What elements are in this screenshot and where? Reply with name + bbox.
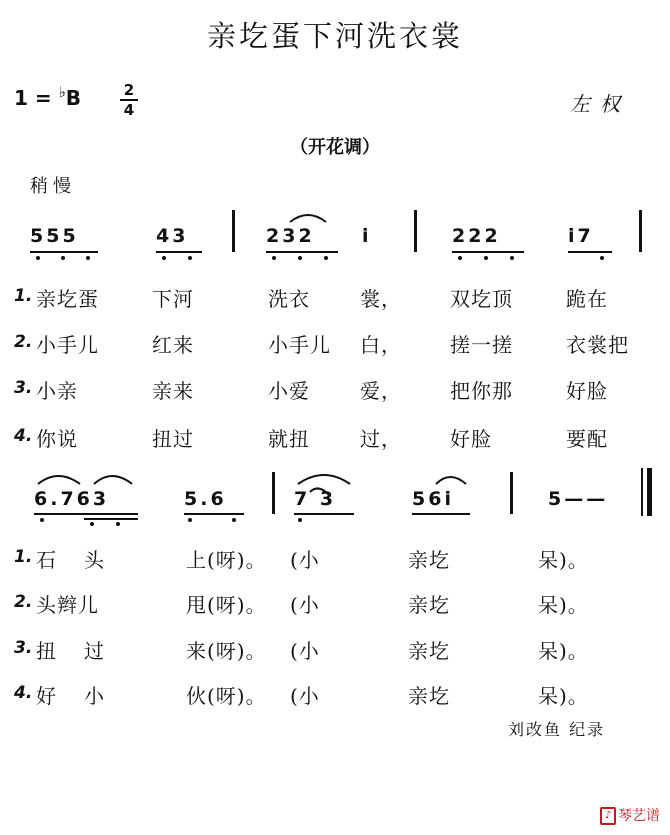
low-octave-dot	[90, 522, 94, 526]
low-octave-dot	[272, 256, 276, 260]
low-octave-dot	[116, 522, 120, 526]
low-octave-dot	[61, 256, 65, 260]
note-group: 56i	[412, 488, 454, 510]
key-prefix: 1 =	[14, 86, 52, 110]
slur	[298, 475, 350, 484]
lyric-word: 亲圪	[408, 548, 450, 572]
note-group: 43	[156, 225, 189, 247]
lyric-word: 亲圪	[408, 593, 450, 617]
verse-number: 3.	[14, 638, 33, 658]
lyric-word: 甩(呀)。	[186, 593, 267, 617]
low-octave-dot	[40, 518, 44, 522]
lyric-word: 你说	[36, 427, 78, 451]
lyric-word: 呆)。	[538, 593, 589, 617]
lyric-word: 好脸	[450, 427, 492, 451]
low-octave-dot	[36, 256, 40, 260]
lyric-word: 小手儿	[268, 333, 331, 357]
verse-number: 1.	[14, 547, 33, 567]
slur	[290, 215, 326, 222]
time-sig-top: 2	[123, 81, 135, 99]
lyric-word: 小手儿	[36, 333, 99, 357]
slur	[436, 477, 466, 484]
lyric-word: (小	[290, 684, 320, 708]
slur	[94, 476, 132, 484]
lyric-word: 过，	[360, 427, 402, 451]
lyric-word: 亲圪	[408, 639, 450, 663]
note-group: 555	[30, 225, 79, 247]
note-group: 232	[266, 225, 315, 247]
lyric-word: 小	[84, 684, 105, 708]
lyric-word: 爱，	[360, 379, 402, 403]
verse-number: 2.	[14, 332, 33, 352]
lyric-word: 呆)。	[538, 684, 589, 708]
tempo-marking: 稍慢	[30, 176, 76, 197]
tune-name: （开花调）	[290, 137, 380, 158]
lyric-word: (小	[290, 639, 320, 663]
low-octave-dot	[600, 256, 604, 260]
lyric-word: 扭过	[152, 427, 194, 451]
low-octave-dot	[484, 256, 488, 260]
lyric-word: 双圪顶	[450, 287, 513, 311]
lyric-word: 搓一搓	[450, 333, 513, 357]
lyric-word: 跪在	[566, 287, 608, 311]
lyric-word: 来(呀)。	[186, 639, 267, 663]
lyric-word: (小	[290, 593, 320, 617]
lyric-word: 头	[84, 548, 105, 572]
verse-number: 2.	[14, 592, 33, 612]
song-title: 亲圪蛋下河洗衣裳	[206, 19, 463, 53]
lyric-word: 过	[84, 639, 105, 663]
low-octave-dot	[298, 518, 302, 522]
note-group: 5.6	[184, 488, 227, 510]
lyric-word: (小	[290, 548, 320, 572]
note-group: 6.763	[34, 488, 110, 510]
lyric-word: 白，	[360, 333, 402, 357]
lyric-word: 呆)。	[538, 548, 589, 572]
note-group: i	[362, 225, 372, 247]
slur	[38, 476, 80, 484]
lyric-word: 衣裳把	[566, 333, 629, 357]
note-group: 7 3	[294, 488, 337, 510]
lyric-word: 头辫儿	[36, 593, 99, 617]
low-octave-dot	[458, 256, 462, 260]
flat-sign: ♭	[58, 83, 66, 101]
lyric-word: 小亲	[36, 379, 78, 403]
logo-icon: ♪	[600, 807, 616, 825]
lyric-word: 亲圪	[408, 684, 450, 708]
lyric-word: 下河	[152, 287, 194, 311]
lyric-word: 亲圪蛋	[36, 287, 99, 311]
low-octave-dot	[232, 518, 236, 522]
low-octave-dot	[324, 256, 328, 260]
lyric-word: 石	[36, 548, 57, 572]
lyric-word: 好	[36, 684, 57, 708]
low-octave-dot	[298, 256, 302, 260]
note-group: 5——	[548, 488, 609, 510]
low-octave-dot	[162, 256, 166, 260]
low-octave-dot	[510, 256, 514, 260]
note-group: i7	[568, 225, 594, 247]
lyric-word: 伙(呀)。	[186, 684, 267, 708]
low-octave-dot	[86, 256, 90, 260]
lyric-word: 亲来	[152, 379, 194, 403]
verse-number: 4.	[14, 683, 33, 703]
lyric-word: 呆)。	[538, 639, 589, 663]
watermark	[600, 805, 660, 825]
lyric-word: 把你那	[450, 379, 513, 403]
note-group: 222	[452, 225, 501, 247]
verse-number: 1.	[14, 286, 33, 306]
verse-number: 4.	[14, 426, 33, 446]
lyric-word: 就扭	[268, 427, 310, 451]
lyric-word: 裳，	[360, 287, 402, 311]
lyric-word: 扭	[36, 639, 57, 663]
composer: 左权	[570, 92, 630, 116]
low-octave-dot	[188, 518, 192, 522]
low-octave-dot	[188, 256, 192, 260]
glide-mark	[310, 488, 328, 494]
lyric-word: 洗衣	[268, 287, 310, 311]
lyric-word: 小爱	[268, 379, 310, 403]
transcriber-credit: 刘改鱼 纪录	[508, 720, 606, 739]
lyric-word: 红来	[152, 333, 194, 357]
lyric-word: 上(呀)。	[186, 548, 267, 572]
lyric-word: 要配	[566, 427, 608, 451]
key-note: B	[65, 86, 81, 110]
verse-number: 3.	[14, 378, 33, 398]
lyric-word: 好脸	[566, 379, 608, 403]
time-sig-bottom: 4	[123, 101, 135, 119]
watermark-text: 琴艺谱	[618, 808, 660, 824]
